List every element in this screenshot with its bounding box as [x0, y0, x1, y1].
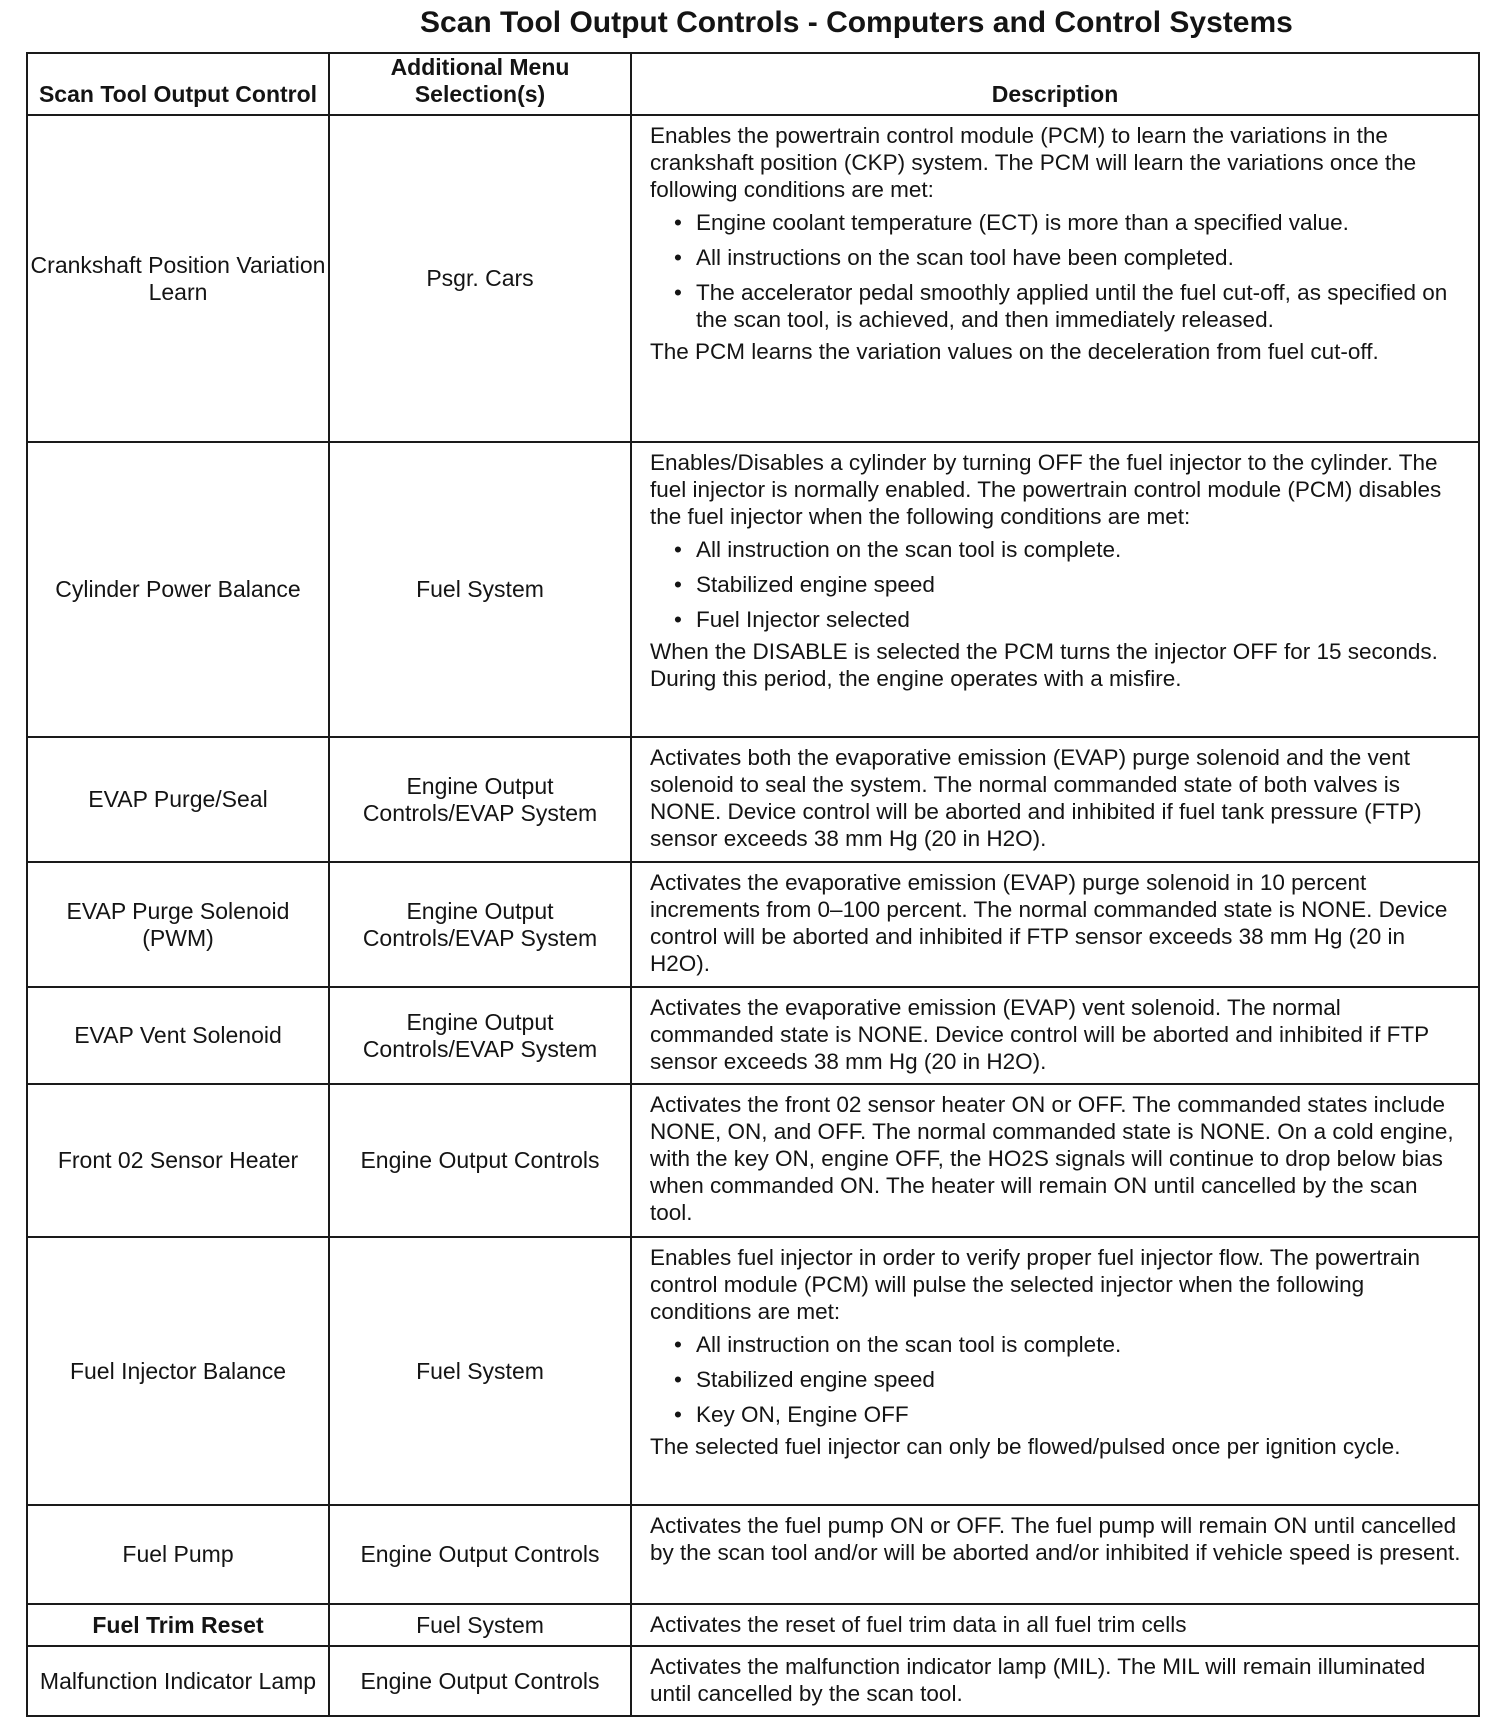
menu-selection-cell: Psgr. Cars — [329, 115, 631, 442]
list-item — [674, 606, 1466, 633]
list-item-text: All instruction on the scan tool is complete. — [696, 537, 1122, 562]
table-row — [27, 862, 1479, 987]
list-item-text: The accelerator pedal smoothly applied until the fuel cut-off, as specified on the scan tool, is achieved, and then immediately released. — [696, 280, 1448, 332]
description-intro: Enables/Disables a cylinder by turning OFF the fuel injector to the cylinder. The fuel injector is normally enabled. The powertrain control module (PCM) disables the fuel injector when the following conditions are met: — [650, 450, 1442, 529]
description-outro: The PCM learns the variation values on the deceleration from fuel cut-off. — [650, 339, 1379, 364]
table-row — [27, 442, 1479, 737]
description-intro: Enables fuel injector in order to verify proper fuel injector flow. The powertrain control module (PCM) will pulse the selected injector when the following conditions are met: — [650, 1245, 1420, 1324]
description-cell — [631, 987, 1479, 1084]
description-intro: Activates both the evaporative emission (EVAP) purge solenoid and the vent solenoid to seal the system. The normal commanded state of both valves is NONE. Device control will be aborted and inhibited if fuel tank pressure (FTP) sensor exceeds 38 mm Hg (20 in H2O). — [650, 745, 1422, 851]
list-item — [674, 536, 1466, 563]
description-outro: When the DISABLE is selected the PCM turns the injector OFF for 15 seconds. During this period, the engine operates with a misfire. — [650, 639, 1438, 691]
menu-selection-cell: Engine Output Controls — [329, 1646, 631, 1716]
bullet-icon: • — [674, 245, 682, 270]
output-control-cell: Fuel Pump — [27, 1505, 329, 1604]
description-cell — [631, 1505, 1479, 1604]
bullet-icon: • — [674, 537, 682, 562]
description-cell — [631, 1237, 1479, 1505]
description-cell — [631, 1604, 1479, 1646]
table-row — [27, 115, 1479, 442]
menu-selection-cell: Engine Output Controls/EVAP System — [329, 862, 631, 987]
description-cell — [631, 1646, 1479, 1716]
col-header-menu: Additional Menu Selection(s) — [329, 53, 631, 115]
table-row — [27, 1237, 1479, 1505]
description-cell — [631, 737, 1479, 862]
description-intro: Activates the malfunction indicator lamp (MIL). The MIL will remain illuminated until cancelled by the scan tool. — [650, 1654, 1426, 1706]
col-header-control: Scan Tool Output Control — [27, 53, 329, 115]
bullet-icon: • — [674, 280, 682, 305]
table-row — [27, 1084, 1479, 1237]
list-item-text: All instructions on the scan tool have been completed. — [696, 245, 1234, 270]
description-intro: Activates the front 02 sensor heater ON or OFF. The commanded states include NONE, ON, and OFF. The normal commanded state is NONE. On a cold engine, with the key ON, engine OFF, the HO2S signals will continue to drop below bias when commanded ON. The heater will remain ON until cancelled by the scan tool. — [650, 1092, 1454, 1225]
condition-list — [650, 536, 1466, 633]
list-item — [674, 209, 1466, 236]
col-header-description: Description — [631, 53, 1479, 115]
description-cell — [631, 862, 1479, 987]
list-item-text: Key ON, Engine OFF — [696, 1402, 909, 1427]
output-control-cell: Fuel Injector Balance — [27, 1237, 329, 1505]
condition-list — [650, 1331, 1466, 1428]
list-item-text: Engine coolant temperature (ECT) is more than a specified value. — [696, 210, 1349, 235]
bullet-icon: • — [674, 572, 682, 597]
list-item — [674, 571, 1466, 598]
bullet-icon: • — [674, 1402, 682, 1427]
output-control-cell: EVAP Purge Solenoid (PWM) — [27, 862, 329, 987]
list-item-text: Stabilized engine speed — [696, 1367, 935, 1392]
menu-selection-cell: Engine Output Controls — [329, 1084, 631, 1237]
output-control-cell: Fuel Trim Reset — [27, 1604, 329, 1646]
condition-list — [650, 209, 1466, 333]
output-control-cell: EVAP Purge/Seal — [27, 737, 329, 862]
menu-selection-cell: Engine Output Controls/EVAP System — [329, 737, 631, 862]
output-control-cell: Malfunction Indicator Lamp — [27, 1646, 329, 1716]
description-intro: Activates the reset of fuel trim data in all fuel trim cells — [650, 1612, 1187, 1637]
output-control-cell: Cylinder Power Balance — [27, 442, 329, 737]
table-row — [27, 987, 1479, 1084]
bullet-icon: • — [674, 607, 682, 632]
table-body — [27, 115, 1479, 1716]
bullet-icon: • — [674, 1332, 682, 1357]
description-outro: The selected fuel injector can only be flowed/pulsed once per ignition cycle. — [650, 1434, 1401, 1459]
table-row — [27, 1646, 1479, 1716]
list-item — [674, 279, 1466, 333]
description-cell — [631, 442, 1479, 737]
header-row — [27, 53, 1479, 115]
description-intro: Activates the evaporative emission (EVAP) vent solenoid. The normal commanded state is NONE. Device control will be aborted and inhibited if FTP sensor exceeds 38 mm Hg (20 in H2O). — [650, 995, 1429, 1074]
table-row — [27, 1604, 1479, 1646]
list-item-text: Stabilized engine speed — [696, 572, 935, 597]
list-item-text: Fuel Injector selected — [696, 607, 910, 632]
bullet-icon: • — [674, 210, 682, 235]
table-row — [27, 1505, 1479, 1604]
menu-selection-cell: Fuel System — [329, 1604, 631, 1646]
description-cell — [631, 115, 1479, 442]
menu-selection-cell: Engine Output Controls — [329, 1505, 631, 1604]
bullet-icon: • — [674, 1367, 682, 1392]
page-title: Scan Tool Output Controls - Computers and Control Systems — [420, 6, 1293, 39]
list-item — [674, 1331, 1466, 1358]
menu-selection-cell: Fuel System — [329, 1237, 631, 1505]
menu-selection-cell: Engine Output Controls/EVAP System — [329, 987, 631, 1084]
description-intro: Activates the fuel pump ON or OFF. The fuel pump will remain ON until cancelled by the scan tool and/or will be aborted and/or inhibited if vehicle speed is present. — [650, 1513, 1461, 1565]
output-controls-table — [26, 52, 1480, 1717]
output-control-cell: Front 02 Sensor Heater — [27, 1084, 329, 1237]
list-item — [674, 1401, 1466, 1428]
output-control-cell: Crankshaft Position Variation Learn — [27, 115, 329, 442]
list-item — [674, 1366, 1466, 1393]
output-control-cell: EVAP Vent Solenoid — [27, 987, 329, 1084]
description-cell — [631, 1084, 1479, 1237]
list-item-text: All instruction on the scan tool is complete. — [696, 1332, 1122, 1357]
menu-selection-cell: Fuel System — [329, 442, 631, 737]
table-row — [27, 737, 1479, 862]
list-item — [674, 244, 1466, 271]
description-intro: Activates the evaporative emission (EVAP) purge solenoid in 10 percent increments from 0–100 percent. The normal commanded state is NONE. Device control will be aborted and inhibited if FTP sensor exceeds 38 mm Hg (20 in H2O). — [650, 870, 1448, 976]
description-intro: Enables the powertrain control module (PCM) to learn the variations in the crankshaft position (CKP) system. The PCM will learn the variations once the following conditions are met: — [650, 123, 1417, 202]
